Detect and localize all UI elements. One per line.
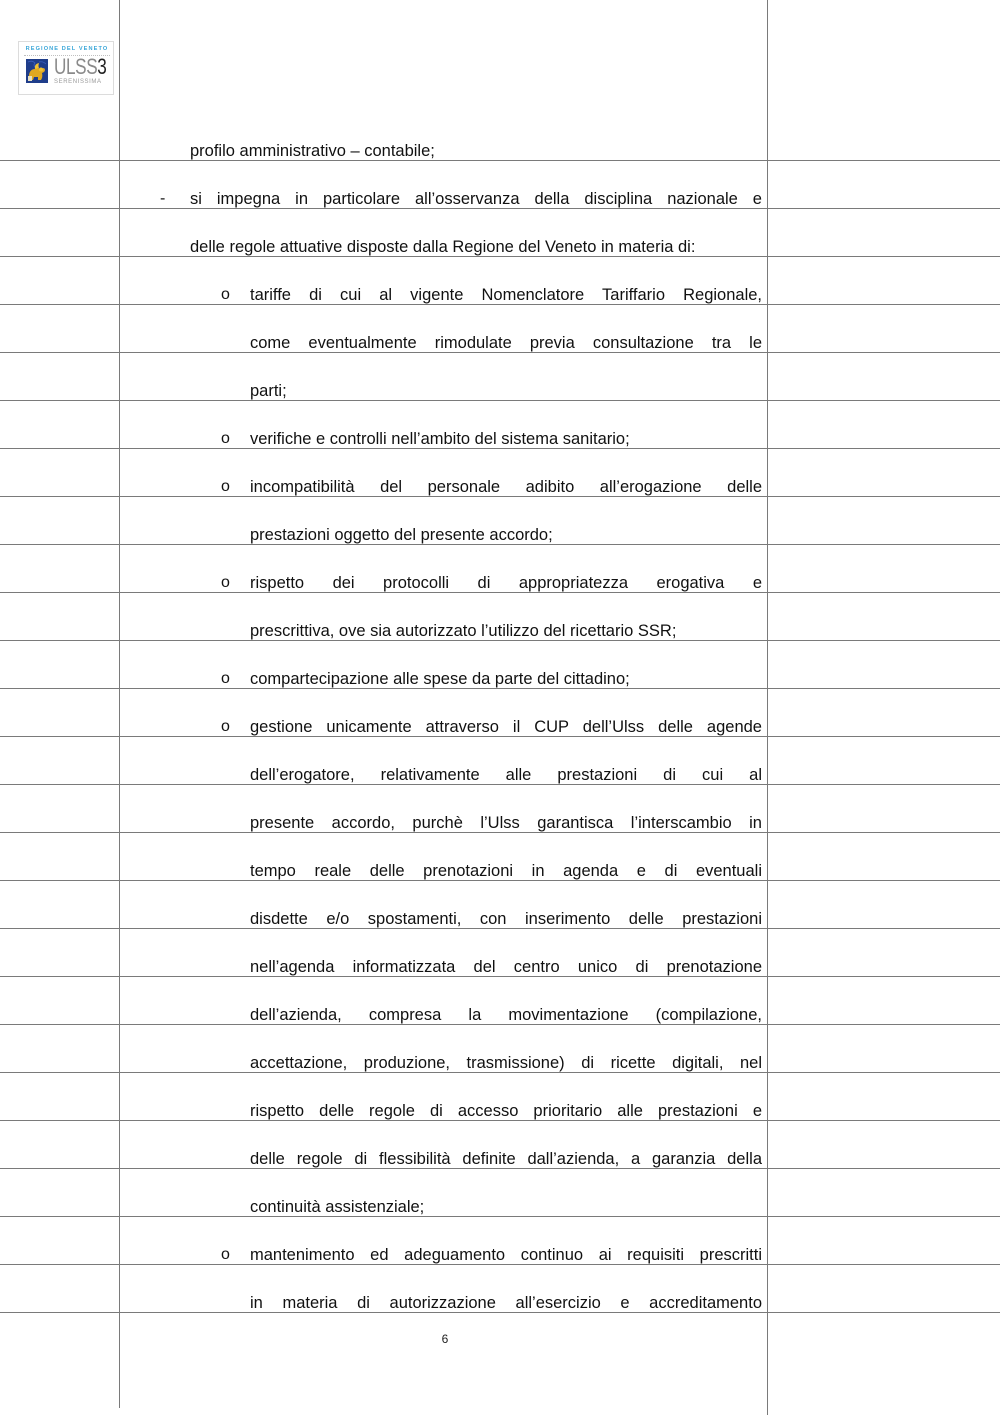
text-line: si impegna in particolare all’osservanza della disciplina nazionale e bbox=[190, 190, 762, 208]
text-line: verifiche e controlli nell’ambito del sistema sanitario; bbox=[250, 430, 630, 448]
lion-crest-icon bbox=[26, 59, 48, 83]
text-line: compartecipazione alle spese da parte del cittadino; bbox=[250, 670, 630, 688]
text-line: in materia di autorizzazione all’esercizio e accreditamento bbox=[250, 1294, 762, 1312]
logo-name: ULSS3 bbox=[54, 54, 107, 79]
bullet-circle-icon: o bbox=[221, 286, 230, 303]
text-line: prescrittiva, ove sia autorizzato l’utilizzo del ricettario SSR; bbox=[250, 622, 677, 640]
text-line: dell’azienda, compresa la movimentazione (compilazione, bbox=[250, 1006, 762, 1024]
ulss3-logo bbox=[18, 41, 114, 95]
bullet-dash-icon: - bbox=[160, 190, 166, 207]
bullet-circle-icon: o bbox=[221, 1246, 230, 1263]
logo-region-text: REGIONE DEL VENETO bbox=[25, 46, 109, 52]
text-line: dell’erogatore, relativamente alle prestazioni di cui al bbox=[250, 766, 762, 784]
text-line: disdette e/o spostamenti, con inserimento delle prestazioni bbox=[250, 910, 762, 928]
text-line: gestione unicamente attraverso il CUP dell’Ulss delle agende bbox=[250, 718, 762, 736]
bullet-circle-icon: o bbox=[221, 718, 230, 735]
text-line: delle regole di flessibilità definite dall’azienda, a garanzia della bbox=[250, 1150, 762, 1168]
bullet-circle-icon: o bbox=[221, 574, 230, 591]
text-line: rispetto delle regole di accesso prioritario alle prestazioni e bbox=[250, 1102, 762, 1120]
text-line: rispetto dei protocolli di appropriatezza erogativa e bbox=[250, 574, 762, 592]
text-line: profilo amministrativo – contabile; bbox=[190, 142, 435, 160]
text-line: mantenimento ed adeguamento continuo ai requisiti prescritti bbox=[250, 1246, 762, 1264]
text-line: come eventualmente rimodulate previa consultazione tra le bbox=[250, 334, 762, 352]
text-line: prestazioni oggetto del presente accordo; bbox=[250, 526, 553, 544]
text-line: continuità assistenziale; bbox=[250, 1198, 425, 1216]
text-line: incompatibilità del personale adibito all’erogazione delle bbox=[250, 478, 762, 496]
text-line: nell’agenda informatizzata del centro unico di prenotazione bbox=[250, 958, 762, 976]
text-line: presente accordo, purchè l’Ulss garantisca l’interscambio in bbox=[250, 814, 762, 832]
text-line: tempo reale delle prenotazioni in agenda e di eventuali bbox=[250, 862, 762, 880]
text-line: delle regole attuative disposte dalla Regione del Veneto in materia di: bbox=[190, 238, 696, 256]
left-margin-rule bbox=[119, 0, 120, 1408]
bullet-circle-icon: o bbox=[221, 670, 230, 687]
page-number: 6 bbox=[441, 1332, 449, 1346]
text-line: tariffe di cui al vigente Nomenclatore Tariffario Regionale, bbox=[250, 286, 762, 304]
text-line: parti; bbox=[250, 382, 287, 400]
right-margin-rule bbox=[767, 0, 768, 1415]
text-line: accettazione, produzione, trasmissione) di ricette digitali, nel bbox=[250, 1054, 762, 1072]
bullet-circle-icon: o bbox=[221, 430, 230, 447]
logo-subtitle: SERENISSIMA bbox=[54, 79, 102, 85]
bullet-circle-icon: o bbox=[221, 478, 230, 495]
